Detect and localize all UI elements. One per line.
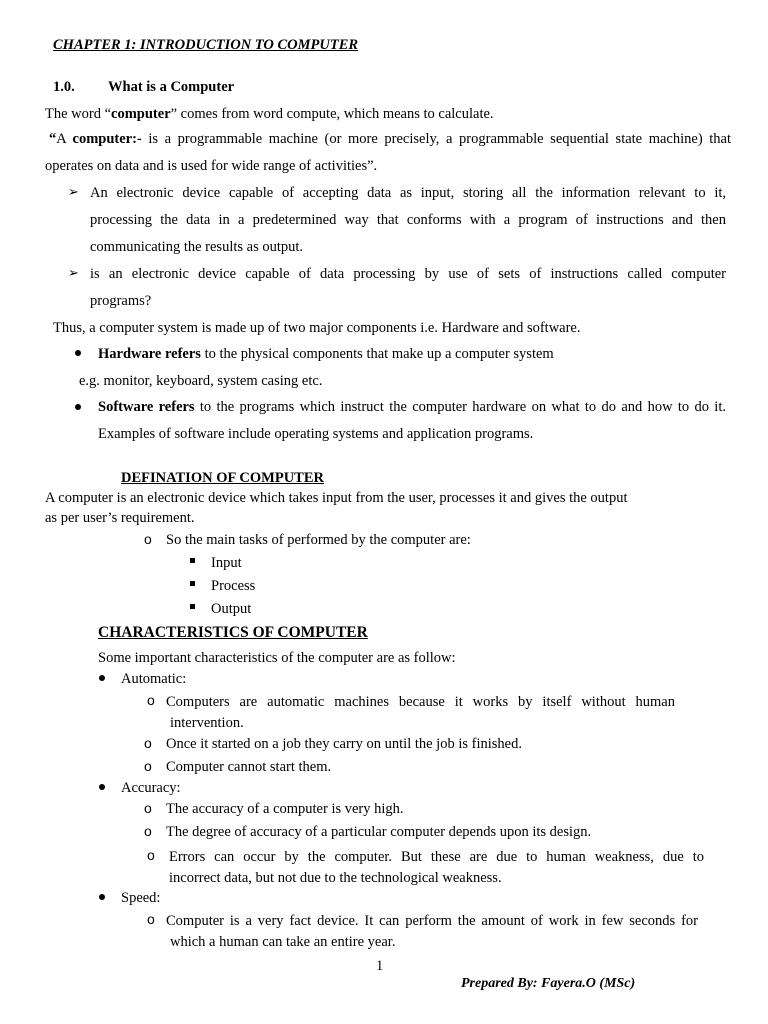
accuracy-label: Accuracy: (121, 780, 181, 796)
prepared-by: Prepared By: Fayera.O (MSc) (461, 976, 636, 991)
arrow-item: An electronic device capable of accepting data as input, storing all the information relevant to it, processing the data in a predetermined way that conforms with a program of instructions and then communicating the results as output. (90, 185, 726, 255)
circle-bullet-icon: o (144, 735, 152, 751)
task-item: Process (211, 578, 256, 594)
circle-bullet-icon: o (144, 758, 152, 774)
circle-bullet-icon: o (144, 800, 152, 816)
characteristics-heading: CHARACTERISTICS OF COMPUTER (98, 624, 368, 641)
chapter-title: CHAPTER 1: INTRODUCTION TO COMPUTER (53, 37, 359, 53)
bullet-icon (99, 894, 105, 900)
thus-paragraph: Thus, a computer system is made up of two major components i.e. Hardware and software. (53, 320, 581, 336)
bullet-icon (99, 784, 105, 790)
quote-keyword: computer:- (72, 131, 142, 147)
section-title: What is a Computer (108, 79, 235, 95)
accuracy-point: Errors can occur by the computer. But these are due to human weakness, due to incorrect data, but not due to the technological weakness. (169, 849, 704, 886)
circle-bullet-icon: o (147, 847, 155, 863)
task-item: Input (211, 555, 242, 571)
automatic-point: Computers are automatic machines because it works by itself without human intervention. (166, 694, 675, 731)
speed-point: Computer is a very fact device. It can perform the amount of work in few seconds for which a human can take an entire year. (166, 913, 698, 950)
definition-line: A computer is an electronic device which takes input from the user, processes it and gives the output (45, 490, 628, 506)
page-number: 1 (376, 958, 384, 974)
intro-keyword: computer (111, 106, 171, 122)
arrow-item: is an electronic device capable of data processing by use of sets of instructions called computer programs? (90, 266, 726, 309)
task-item: Output (211, 601, 252, 617)
bullet-icon (75, 350, 81, 356)
bullet-icon (99, 675, 105, 681)
square-bullet-icon (190, 604, 195, 609)
speed-label: Speed: (121, 890, 161, 906)
circle-bullet-icon: o (147, 911, 155, 927)
circle-bullet-icon: o (147, 692, 155, 708)
hardware-example: e.g. monitor, keyboard, system casing etc. (79, 373, 323, 389)
automatic-point: Once it started on a job they carry on until the job is finished. (166, 736, 522, 752)
intro-paragraph: The word “computer” comes from word compute, which means to calculate. (45, 106, 494, 122)
circle-bullet-icon: o (144, 531, 152, 547)
accuracy-point: The accuracy of a computer is very high. (166, 801, 404, 817)
hardware-item: Hardware refers to the physical components that make up a computer system (98, 346, 554, 362)
automatic-point: Computer cannot start them. (166, 759, 332, 775)
hardware-keyword: Hardware refers (98, 346, 201, 362)
square-bullet-icon (190, 581, 195, 586)
software-keyword: Software refers (98, 399, 195, 415)
characteristics-intro: Some important characteristics of the computer are as follow: (98, 650, 456, 666)
square-bullet-icon (190, 558, 195, 563)
arrow-bullet-icon: ➢ (68, 185, 79, 200)
tasks-intro: So the main tasks of performed by the computer are: (166, 532, 471, 548)
circle-bullet-icon: o (144, 823, 152, 839)
software-item: Software refers to the programs which instruct the computer hardware on what to do and how to do it. Examples of software include operating systems and application programs. (98, 399, 726, 442)
arrow-bullet-icon: ➢ (68, 266, 79, 281)
bullet-icon (75, 404, 81, 410)
section-number: 1.0. (53, 79, 75, 95)
quote-paragraph: “A computer:- is a programmable machine (or more precisely, a programmable sequential state machine) that operates on data and is used for wide range of activities”. (45, 131, 731, 174)
accuracy-point: The degree of accuracy of a particular computer depends upon its design. (166, 824, 592, 840)
automatic-label: Automatic: (121, 671, 187, 687)
definition-heading: DEFINATION OF COMPUTER (121, 470, 324, 486)
definition-line: as per user’s requirement. (45, 510, 195, 526)
